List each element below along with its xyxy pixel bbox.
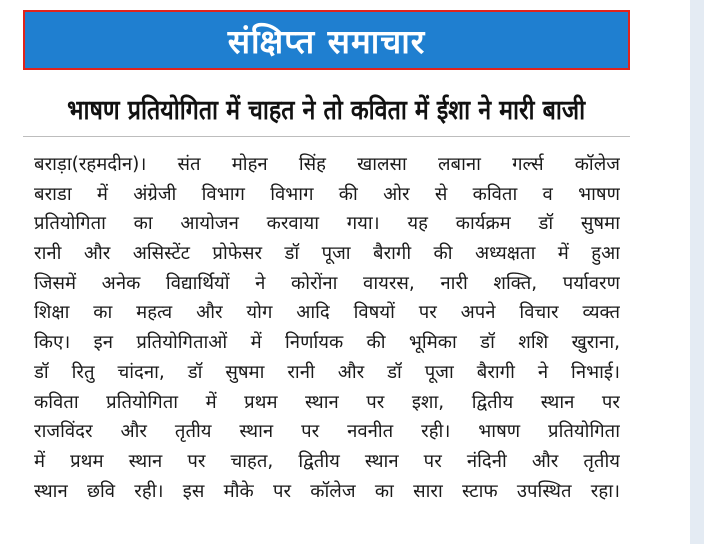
body-line: बराड़ा(रहमदीन)। संत मोहन सिंह खालसा लबाना गर्ल्स कॉलेज	[34, 154, 620, 175]
body-line: बराडा में अंग्रेजी विभाग विभाग की ओर से कविता व भाषण	[34, 183, 620, 205]
headline-text: भाषण प्रतियोगिता में चाहत ने तो कविता में ईशा ने मारी बाजी	[67, 94, 586, 126]
body-line: कविता प्रतियोगिता में प्रथम स्थान पर इशा, द्वितीय स्थान पर	[34, 391, 620, 413]
body-line: शिक्षा का महत्व और योग आदि विषयों पर अपने विचार व्यक्त	[34, 302, 620, 324]
section-title: संक्षिप्त समाचार	[227, 21, 426, 61]
body-line: प्रतियोगिता का आयोजन करवाया गया। यह कार्यक्रम डॉ सुषमा	[34, 213, 620, 235]
body-line: किए। इन प्रतियोगिताओं में निर्णायक की भूमिका डॉ शशि खुराना,	[34, 332, 620, 354]
next-article-cutoff	[40, 535, 600, 544]
body-line: डॉ रितु चांदना, डॉ सुषमा रानी और डॉ पूजा बैरागी ने निभाई।	[34, 361, 620, 383]
body-line: जिसमें अनेक विद्यार्थियों ने कोरोंना वायरस, नारी शक्ति, पर्यावरण	[34, 272, 620, 294]
article-body	[34, 150, 620, 506]
viewer-edge	[690, 0, 704, 544]
body-line: स्थान छवि रही। इस मौके पर कॉलेज का सारा स्टाफ उपस्थित रहा।	[34, 480, 620, 502]
body-line: में प्रथम स्थान पर चाहत, द्वितीय स्थान पर नंदिनी और तृतीय	[34, 450, 620, 472]
article-headline	[23, 80, 630, 137]
body-line: रानी और असिस्टेंट प्रोफेसर डॉ पूजा बैरागी की अध्यक्षता में हुआ	[34, 243, 620, 265]
section-banner	[23, 10, 630, 70]
body-line: राजविंदर और तृतीय स्थान पर नवनीत रही। भाषण प्रतियोगिता	[34, 421, 620, 443]
